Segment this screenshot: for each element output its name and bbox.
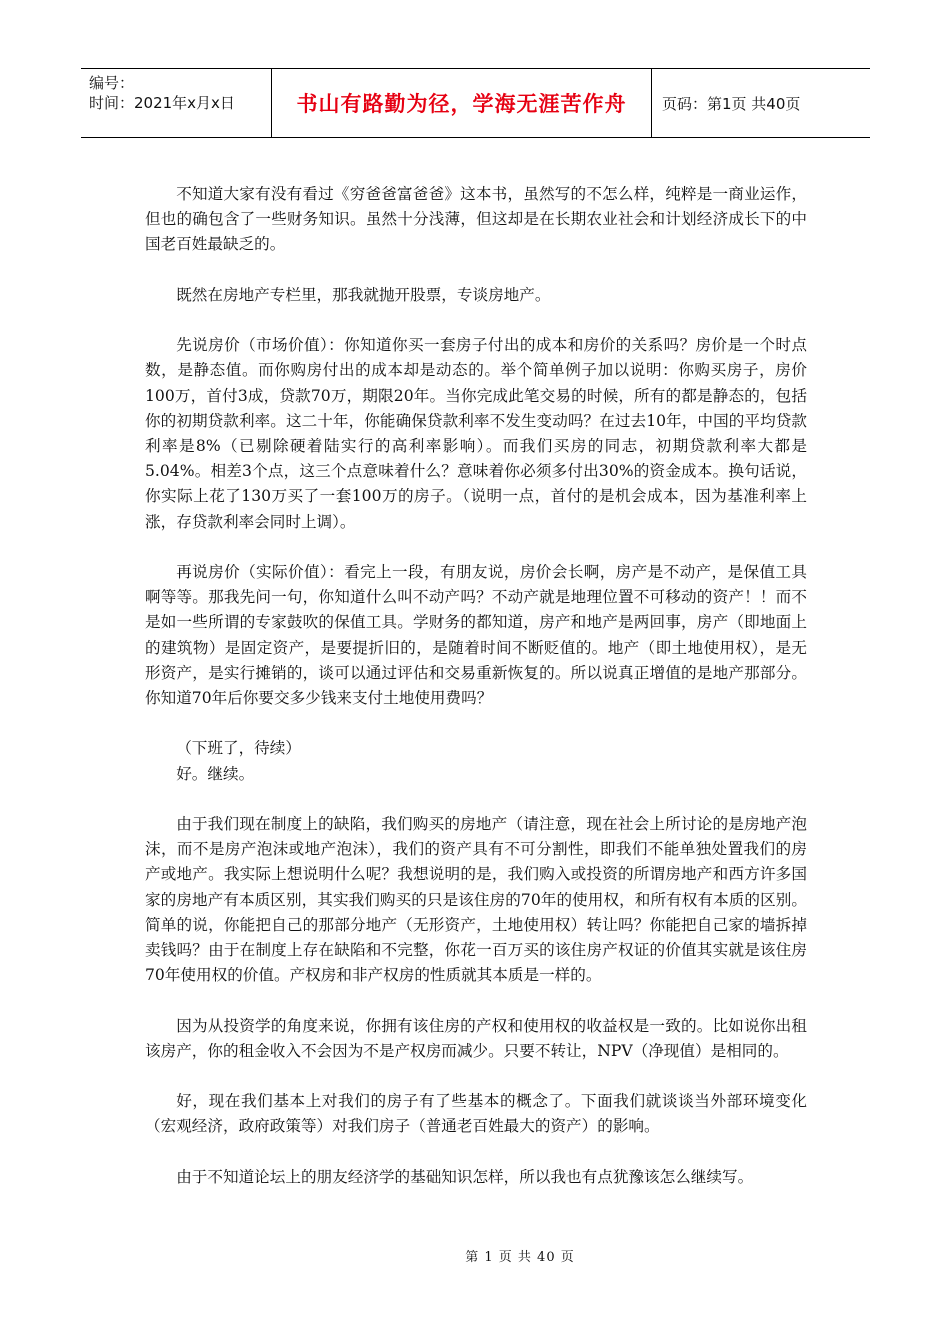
paragraph: 好，现在我们基本上对我们的房子有了些基本的概念了。下面我们就谈谈当外部环境变化（宏观经济，政府政策等）对我们房子（普通老百姓最大的资产）的影响。 [145, 1092, 807, 1136]
paragraph: 由于我们现在制度上的缺陷，我们购买的房地产（请注意，现在社会上所讨论的是房地产泡沫，而不是房产泡沫或地产泡沫），我们的资产具有不可分割性，即我们不能单独处置我们的房产或地产。我实际上想说明什么呢？我想说明的是，我们购入或投资的所谓房地产和西方许多国家的房地产有本质区别，其实我们购买的只是该住房的70年的使用权，和所有权有本质的区别。简单的说，你能把自己的那部分地产（无形资产，土地使用权）转让吗？你能把自己家的墙拆掉卖钱吗？由于在制度上存在缺陷和不完整，你花一百万买的该住房产权证的价值其实就是该住房70年使用权的价值。产权房和非产权房的性质就其本质是一样的。 [145, 815, 807, 985]
paragraph: 由于不知道论坛上的朋友经济学的基础知识怎样，所以我也有点犹豫该怎么继续写。 [176, 1167, 754, 1186]
header-page-number: 页码：第1页 共40页 [662, 94, 801, 113]
paragraph: 不知道大家有没有看过《穷爸爸富爸爸》这本书，虽然写的不怎么样，纯粹是一商业运作，但也的确包含了一些财务知识。虽然十分浅薄，但这却是在长期农业社会和计划经济成长下的中国老百姓最缺乏的。 [145, 185, 807, 254]
document-body [145, 182, 807, 1215]
paragraph: 再说房价（实际价值）：看完上一段，有朋友说，房价会长啊，房产是不动产，是保值工具啊等等。那我先问一句，你知道什么叫不动产吗？不动产就是地理位置不可移动的资产！！而不是如一些所谓的专家鼓吹的保值工具。学财务的都知道，房产和地产是两回事，房产（即地面上的建筑物）是固定资产，是要提折旧的，是随着时间不断贬值的。地产（即土地使用权），是无形资产，是实行摊销的，谈可以通过评估和交易重新恢复的。所以说真正增值的是地产那部分。你知道70年后你要交多少钱来支付土地使用费吗？ [145, 563, 807, 708]
header-motto: 书山有路勤为径，学海无涯苦作舟 [272, 69, 652, 137]
paragraph: 因为从投资学的角度来说，你拥有该住房的产权和使用权的收益权是一致的。比如说你出租该房产，你的租金收入不会因为不是产权房而减少。只要不转让，NPV（净现值）是相同的。 [145, 1016, 807, 1060]
paragraph: 既然在房地产专栏里，那我就抛开股票，专谈房地产。 [176, 285, 551, 304]
paragraph: 先说房价（市场价值）：你知道你买一套房子付出的成本和房价的关系吗？房价是一个时点数，是静态值。而你购房付出的成本却是动态的。举个简单例子加以说明：你购买房子，房价100万，首付3成，贷款70万，期限20年。当你完成此笔交易的时候，所有的都是静态的，包括你的初期贷款利率。这二十年，你能确保贷款利率不发生变动吗？在过去10年，中国的平均贷款利率是8%（已剔除硬着陆实行的高利率影响）。而我们买房的同志，初期贷款利率大都是5.04%。相差3个点，这三个点意味着什么？意味着你必须多付出30%的资金成本。换句话说，你实际上花了130万买了一套100万的房子。（说明一点，首付的是机会成本，因为基准利率上涨，存贷款利率会同时上调）。 [145, 336, 807, 531]
page-footer: 第 1 页 共 40 页 [465, 1250, 575, 1265]
header-meta-cell [81, 69, 272, 137]
paragraph: 好。继续。 [176, 764, 255, 783]
document-number-label: 编号： [89, 74, 135, 92]
document-time-label: 时间：2021年x月x日 [89, 94, 235, 112]
paragraph: （下班了，待续） [176, 739, 301, 758]
page-header [81, 68, 870, 138]
